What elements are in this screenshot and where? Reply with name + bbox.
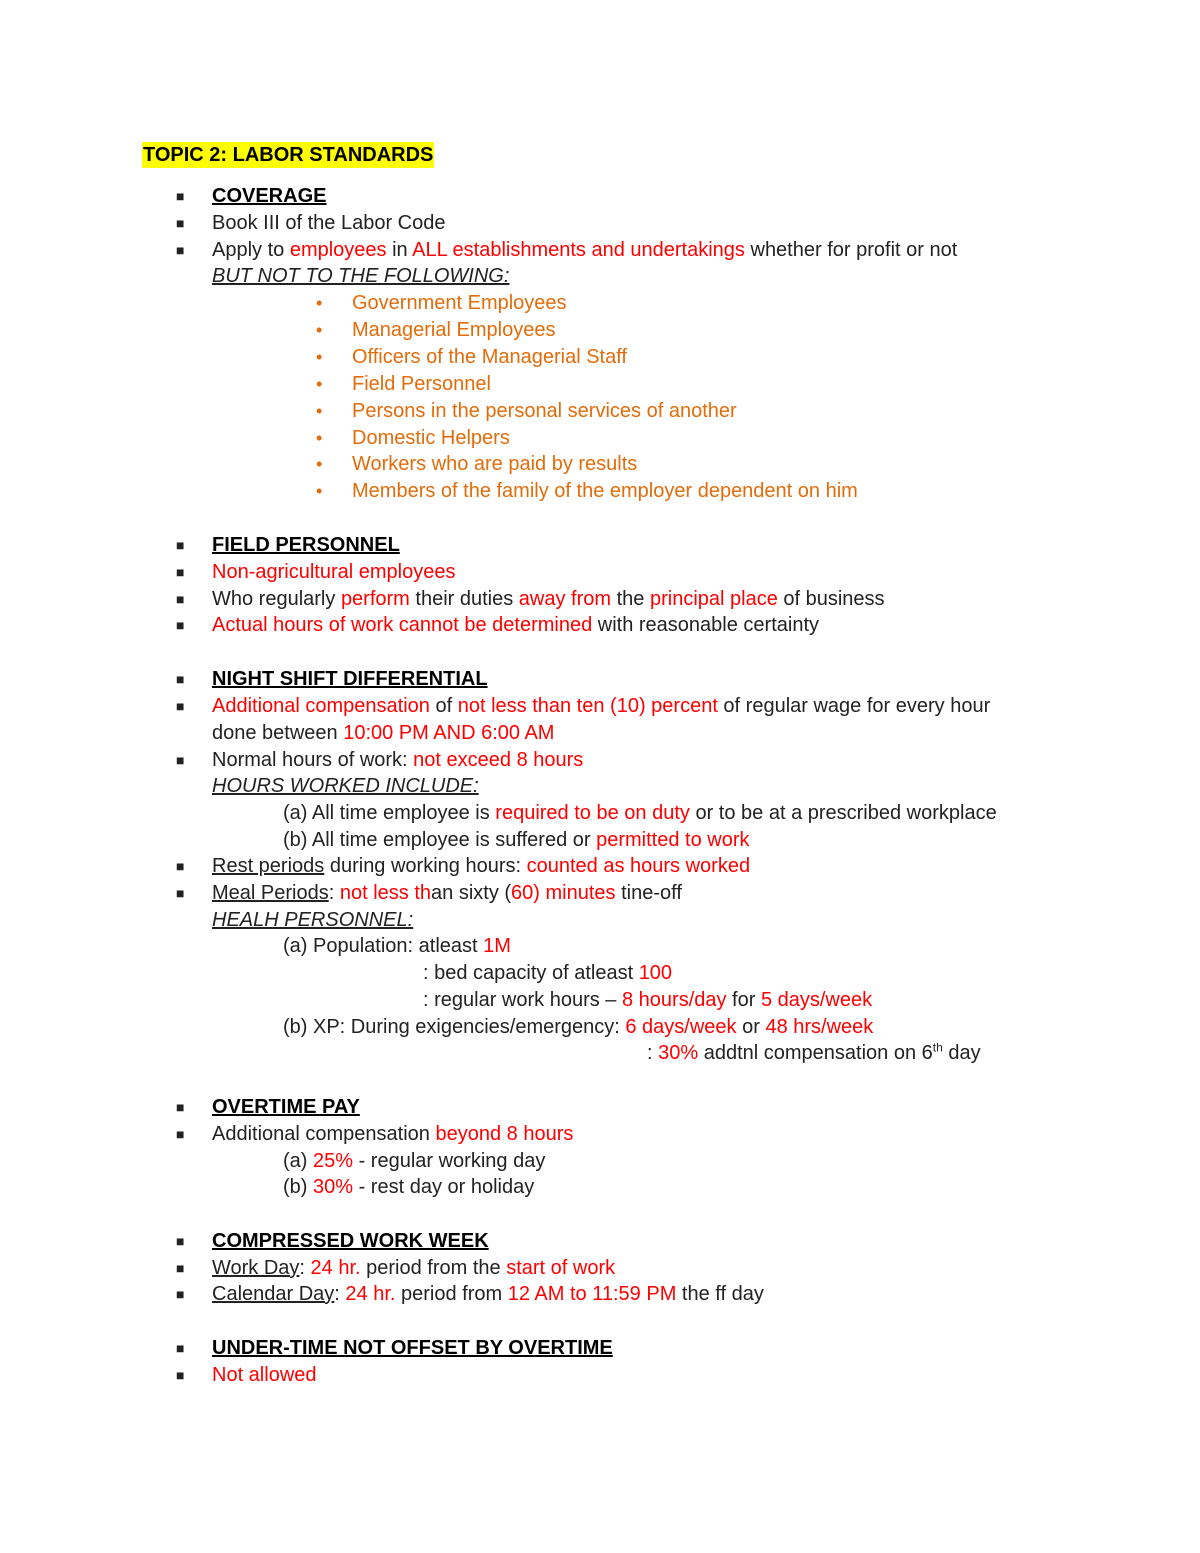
square-bullet-icon: ■ xyxy=(176,1260,185,1276)
square-bullet-icon: ■ xyxy=(176,671,185,687)
list-item: Additional compensation of not less than ten (10) percent of regular wage for every hour xyxy=(212,695,991,717)
list-item: (b) XP: During exigencies/emergency: 6 days/week or 48 hrs/week xyxy=(283,1016,874,1038)
round-bullet-icon: • xyxy=(316,454,323,474)
square-bullet-icon: ■ xyxy=(176,591,185,607)
list-item: (b) All time employee is suffered or permitted to work xyxy=(283,829,750,851)
list-item: : bed capacity of atleast 100 xyxy=(423,962,673,984)
list-item: Calendar Day: 24 hr. period from 12 AM to 11:59 PM the ff day xyxy=(212,1283,764,1305)
round-bullet-icon: • xyxy=(316,428,323,448)
square-bullet-icon: ■ xyxy=(176,858,185,874)
list-item: Persons in the personal services of another xyxy=(352,400,737,422)
round-bullet-icon: • xyxy=(316,293,323,313)
list-item: Who regularly perform their duties away from the principal place of business xyxy=(212,588,885,610)
list-item: Book III of the Labor Code xyxy=(212,212,446,234)
square-bullet-icon: ■ xyxy=(176,242,185,258)
health-personnel-heading: HEALH PERSONNEL: xyxy=(212,909,414,931)
list-item: Not allowed xyxy=(212,1364,317,1386)
list-item: Work Day: 24 hr. period from the start of work xyxy=(212,1257,616,1279)
list-item: : 30% addtnl compensation on 6th day xyxy=(647,1040,981,1064)
list-item: Rest periods during working hours: counted as hours worked xyxy=(212,855,751,877)
list-item: Domestic Helpers xyxy=(352,427,510,449)
square-bullet-icon: ■ xyxy=(176,1233,185,1249)
section-heading-field-personnel: FIELD PERSONNEL xyxy=(212,534,400,556)
list-item: Non-agricultural employees xyxy=(212,561,456,583)
list-item: Actual hours of work cannot be determined with reasonable certainty xyxy=(212,614,820,636)
list-item: Government Employees xyxy=(352,292,567,314)
square-bullet-icon: ■ xyxy=(176,537,185,553)
list-item: (a) 25% - regular working day xyxy=(283,1150,546,1172)
list-item: (b) 30% - rest day or holiday xyxy=(283,1176,535,1198)
hours-worked-heading: HOURS WORKED INCLUDE: xyxy=(212,775,479,797)
exception-heading: BUT NOT TO THE FOLLOWING: xyxy=(212,265,510,287)
list-item: Managerial Employees xyxy=(352,319,556,341)
list-item: Meal Periods: not less than sixty (60) minutes tine-off xyxy=(212,882,682,904)
square-bullet-icon: ■ xyxy=(176,1126,185,1142)
round-bullet-icon: • xyxy=(316,347,323,367)
round-bullet-icon: • xyxy=(316,320,323,340)
list-item: Normal hours of work: not exceed 8 hours xyxy=(212,749,584,771)
section-heading-undertime: UNDER-TIME NOT OFFSET BY OVERTIME xyxy=(212,1337,613,1359)
square-bullet-icon: ■ xyxy=(176,188,185,204)
square-bullet-icon: ■ xyxy=(176,1367,185,1383)
list-item: (a) All time employee is required to be on duty or to be at a prescribed workplace xyxy=(283,802,997,824)
square-bullet-icon: ■ xyxy=(176,1099,185,1115)
page-title: TOPIC 2: LABOR STANDARDS xyxy=(143,144,434,166)
section-heading-coverage: COVERAGE xyxy=(212,185,327,207)
square-bullet-icon: ■ xyxy=(176,752,185,768)
section-heading-overtime: OVERTIME PAY xyxy=(212,1096,360,1118)
list-item: (a) Population: atleast 1M xyxy=(283,935,511,957)
square-bullet-icon: ■ xyxy=(176,1286,185,1302)
list-item: Workers who are paid by results xyxy=(352,453,638,475)
square-bullet-icon: ■ xyxy=(176,215,185,231)
square-bullet-icon: ■ xyxy=(176,564,185,580)
list-item: Members of the family of the employer dependent on him xyxy=(352,480,858,502)
square-bullet-icon: ■ xyxy=(176,885,185,901)
section-heading-compressed: COMPRESSED WORK WEEK xyxy=(212,1230,489,1252)
round-bullet-icon: • xyxy=(316,401,323,421)
list-item: Field Personnel xyxy=(352,373,491,395)
square-bullet-icon: ■ xyxy=(176,1340,185,1356)
square-bullet-icon: ■ xyxy=(176,698,185,714)
list-item: Additional compensation beyond 8 hours xyxy=(212,1123,574,1145)
list-item-continuation: done between 10:00 PM AND 6:00 AM xyxy=(212,722,555,744)
list-item: Apply to employees in ALL establishments and undertakings whether for profit or not xyxy=(212,239,958,261)
round-bullet-icon: • xyxy=(316,481,323,501)
square-bullet-icon: ■ xyxy=(176,617,185,633)
list-item: : regular work hours – 8 hours/day for 5 days/week xyxy=(423,989,873,1011)
list-item: Officers of the Managerial Staff xyxy=(352,346,627,368)
round-bullet-icon: • xyxy=(316,374,323,394)
section-heading-night-shift: NIGHT SHIFT DIFFERENTIAL xyxy=(212,668,488,690)
